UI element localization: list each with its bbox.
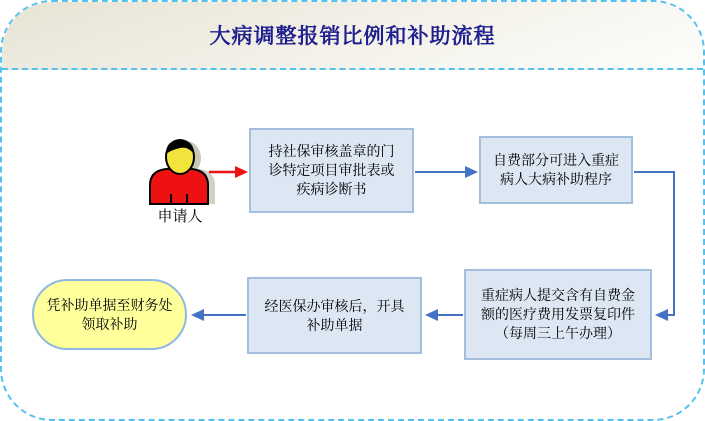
title-bar <box>2 2 703 70</box>
step1-line3: 疾病诊断书 <box>296 181 367 197</box>
step1-line2: 诊特定项目审批表或 <box>268 162 395 178</box>
flow-step-2 <box>479 136 633 204</box>
step4-line2: 补助单据 <box>306 316 363 333</box>
step2-line1: 自费部分可进入重症 <box>493 152 619 168</box>
flow-step-1 <box>249 128 414 213</box>
step3-line3: （每周三上午办理） <box>495 325 621 341</box>
applicant-label: 申请人 <box>157 208 203 225</box>
flow-step-4 <box>247 277 422 354</box>
arrow-step3-to-step4 <box>425 309 463 321</box>
step4-line1: 经医保办审核后，开具 <box>264 297 405 314</box>
end-line2: 领取补助 <box>81 315 138 332</box>
arrow-step4-to-end <box>191 309 246 321</box>
arrow-step1-to-step2 <box>415 166 478 178</box>
step1-line1: 持社保审核盖章的门 <box>268 143 395 159</box>
step2-line2: 病人大病补助程序 <box>500 171 612 187</box>
page-title: 大病调整报销比例和补助流程 <box>209 25 496 48</box>
flow-step-3 <box>464 269 652 360</box>
step3-line2: 额的医疗费用发票复印件 <box>481 306 635 322</box>
applicant-person-icon <box>144 136 216 206</box>
step3-line1: 重症病人提交含有自费金 <box>481 287 635 303</box>
end-line1: 凭补助单据至财务处 <box>46 296 173 313</box>
flow-end-node <box>32 279 187 350</box>
